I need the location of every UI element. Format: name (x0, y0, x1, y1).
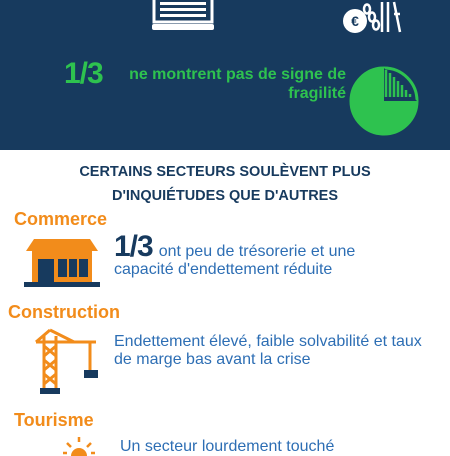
sector-text-construction: Endettement élevé, faible solvabilité et taux de marge bas avant la crise (114, 333, 422, 368)
euro-ball-and-chain-icon (336, 0, 406, 36)
pie-chart-icon (346, 63, 422, 139)
sector-title-commerce: Commerce (14, 209, 108, 229)
sector-title-tourisme: Tourisme (14, 410, 94, 430)
sector-text-commerce (114, 230, 419, 279)
svg-text:€: € (351, 13, 359, 29)
sector-text-tourisme: Un secteur lourdement touché (120, 438, 335, 455)
stat-fraction: 1/3 (64, 57, 103, 90)
commerce-fraction: 1/3 (114, 230, 153, 263)
crane-icon (34, 328, 100, 394)
section-subtitle (0, 160, 450, 208)
subtitle-line-2: D'INQUIÉTUDES QUE D'AUTRES (111, 188, 339, 204)
subtitle-line-1: CERTAINS SECTEURS SOULÈVENT PLUS (79, 164, 371, 180)
commerce-description: ont peu de trésorerie et une capacité d'endettement réduite (114, 243, 356, 278)
sun-icon (62, 436, 96, 456)
sector-title-construction: Construction (8, 302, 120, 322)
shop-icon (24, 237, 100, 287)
stat-text: ne montrent pas de signe de fragilité (129, 66, 346, 102)
keyboard-icon (150, 0, 216, 32)
top-banner (0, 0, 450, 150)
